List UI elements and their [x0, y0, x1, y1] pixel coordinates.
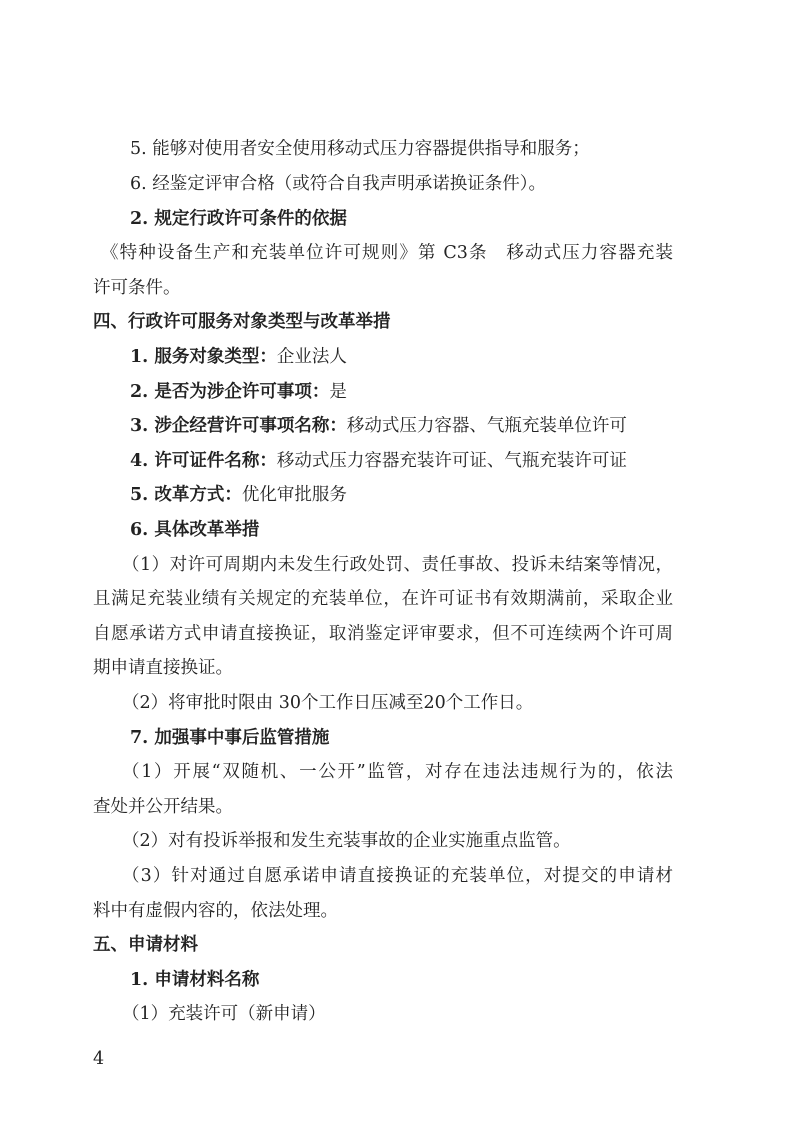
text-line	[101, 241, 673, 265]
labeled-item	[0, 345, 794, 369]
section-heading	[0, 933, 794, 957]
subheading-text: 7. 加强事中事后监管措施	[130, 728, 330, 748]
line-text: 许可条件。	[93, 278, 181, 298]
text-line	[93, 622, 673, 646]
text-line	[0, 656, 794, 680]
labeled-item	[0, 414, 794, 438]
line-text: 《特种设备生产和充装单位许可规则》第 C3条 移动式压力容器充装	[101, 243, 673, 263]
line-text: 查处并公开结果。	[93, 797, 233, 817]
text-line	[0, 276, 794, 300]
subheading-text: 2. 规定行政许可条件的依据	[130, 209, 347, 229]
section-subheading	[0, 968, 794, 992]
line-text: 自愿承诺方式申请直接换证，取消鉴定评审要求，但不可连续两个许可周	[93, 624, 673, 644]
item-value: 是	[329, 382, 347, 402]
line-text: 5. 能够对使用者安全使用移动式压力容器提供指导和服务；	[130, 139, 590, 159]
section-subheading	[0, 207, 794, 231]
line-text: （1）对许可周期内未发生行政处罚、责任事故、投诉未结案等情况，	[122, 555, 673, 575]
item-value: 优化审批服务	[241, 485, 347, 505]
text-line	[122, 864, 673, 888]
heading-text: 五、申请材料	[93, 935, 198, 955]
line-text: 期申请直接换证。	[93, 658, 233, 678]
labeled-item	[0, 380, 794, 404]
item-value: 移动式压力容器、气瓶充装单位许可	[346, 416, 627, 436]
item-value: 企业法人	[276, 347, 347, 367]
line-text: （2）对有投诉举报和发生充装事故的企业实施重点监管。	[122, 831, 571, 851]
section-subheading	[0, 726, 794, 750]
labeled-item	[0, 483, 794, 507]
line-text: 料中有虚假内容的，依法处理。	[93, 901, 338, 921]
line-text: 6. 经鉴定评审合格（或符合自我声明承诺换证条件）。	[130, 174, 547, 194]
line-text: （1）开展“双随机、一公开”监管，对存在违法违规行为的，依法	[122, 762, 673, 782]
text-line	[0, 829, 794, 853]
line-text: 且满足充装业绩有关规定的充装单位，在许可证书有效期满前，采取企业	[93, 589, 673, 609]
section-heading	[0, 310, 794, 334]
line-text: （3）针对通过自愿承诺申请直接换证的充装单位，对提交的申请材	[122, 866, 673, 886]
item-label: 4. 许可证件名称：	[130, 451, 277, 471]
labeled-item	[0, 449, 794, 473]
text-line	[0, 137, 794, 161]
text-line	[93, 587, 673, 611]
heading-text: 四、行政许可服务对象类型与改革举措	[93, 312, 391, 332]
subheading-text: 6. 具体改革举措	[130, 520, 260, 540]
line-text: （1）充装许可（新申请）	[122, 1004, 326, 1024]
text-line	[122, 760, 673, 784]
item-label: 1. 服务对象类型：	[130, 347, 277, 367]
item-label: 5. 改革方式：	[130, 485, 242, 505]
subheading-text: 1. 申请材料名称	[130, 970, 260, 990]
text-line	[0, 899, 794, 923]
section-subheading	[0, 518, 794, 542]
item-label: 3. 涉企经营许可事项名称：	[130, 416, 347, 436]
text-line	[0, 1002, 794, 1026]
item-value: 移动式压力容器充装许可证、气瓶充装许可证	[276, 451, 627, 471]
text-line	[122, 553, 673, 577]
text-line	[0, 172, 794, 196]
text-line	[0, 691, 794, 715]
item-label: 2. 是否为涉企许可事项：	[130, 382, 330, 402]
line-text: （2）将审批时限由 30个工作日压减至20个工作日。	[122, 693, 534, 713]
text-line	[0, 795, 794, 819]
page-number: 4	[93, 1049, 105, 1069]
